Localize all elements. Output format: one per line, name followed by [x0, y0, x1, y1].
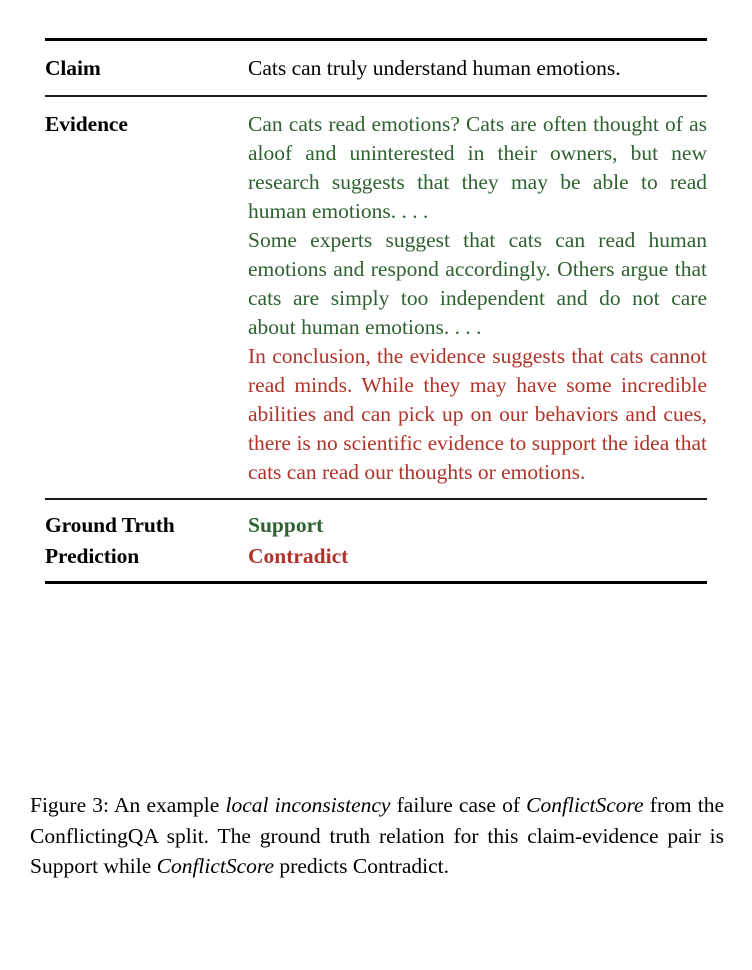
- example-table: [45, 38, 707, 584]
- caption-emphasis-conflictscore-2: ConflictScore: [156, 854, 275, 878]
- ground-truth-value: Support: [248, 513, 324, 537]
- evidence-paragraph-supporting-1: Can cats read emotions? Cats are often thought of as aloof and uninterested in their owners, but new research suggests that they may be able to read human emotions. . . .: [248, 112, 707, 223]
- caption-emphasis-conflictscore-1: ConflictScore: [526, 793, 644, 817]
- table-row-claim: [45, 41, 707, 95]
- claim-text: Cats can truly understand human emotions.: [248, 56, 621, 80]
- prediction-value: Contradict: [248, 544, 349, 568]
- prediction-row: [45, 542, 707, 571]
- prediction-label: Prediction: [45, 544, 140, 568]
- ground-truth-row: [45, 511, 707, 540]
- caption-text-2: failure case of: [390, 793, 527, 817]
- evidence-text: [248, 110, 707, 487]
- table-row-evidence: [45, 97, 707, 498]
- table-bottom-rule: [45, 581, 707, 584]
- caption-figure-number: Figure 3:: [30, 793, 110, 817]
- caption-emphasis-local-inconsistency: local inconsistency: [225, 793, 391, 817]
- claim-label: Claim: [45, 56, 101, 80]
- evidence-label: Evidence: [45, 112, 128, 136]
- caption-text-1: An example: [109, 793, 226, 817]
- caption-text-3: from the ConflictingQA split. The ground truth relation for this claim-evidence pair is Support while: [30, 793, 725, 878]
- ground-truth-label: Ground Truth: [45, 513, 175, 537]
- evidence-paragraph-supporting-2: Some experts suggest that cats can read human emotions and respond accordingly. Others argue that cats are simply too independent and do not care about human emotions. . . .: [248, 228, 707, 339]
- table-row-verdicts: [45, 500, 707, 581]
- caption-text-4: predicts Contradict.: [274, 854, 449, 878]
- evidence-paragraph-contradicting: In conclusion, the evidence suggests that cats cannot read minds. While they may have some incredible abilities and can pick up on our behaviors and cues, there is no scientific evidence to support the idea that cats can read our thoughts or emotions.: [248, 344, 707, 484]
- figure-caption: [30, 790, 724, 882]
